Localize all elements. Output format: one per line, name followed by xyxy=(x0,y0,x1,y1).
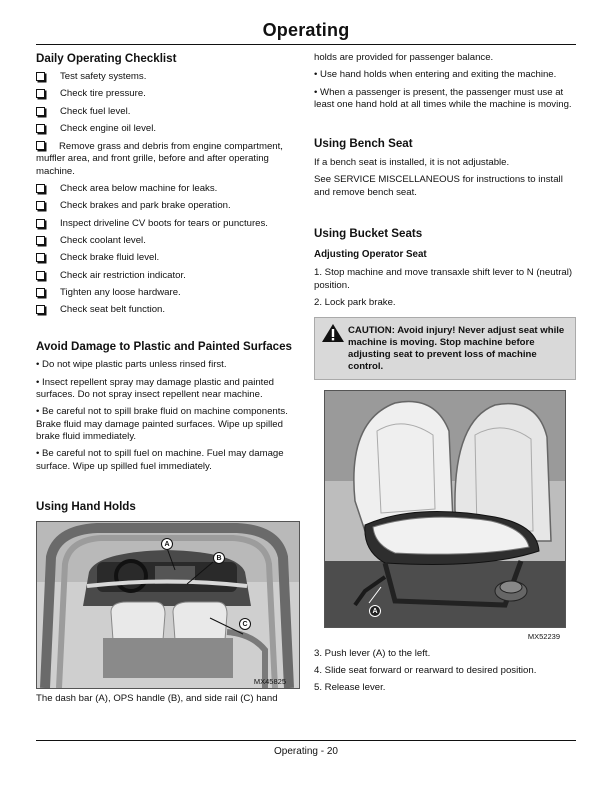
checklist-item: Check area below machine for leaks. xyxy=(36,183,298,195)
checklist-item: Check coolant level. xyxy=(36,235,298,247)
checklist-item: Check brake fluid level. xyxy=(36,252,298,264)
page-footer: Operating - 20 xyxy=(274,746,338,757)
checklist-item: Check air restriction indicator. xyxy=(36,270,298,282)
checkbox-icon[interactable] xyxy=(36,72,45,81)
list-item: • Be careful not to spill fuel on machine. Fuel may damage surface. Wipe up spilled fuel immediately. xyxy=(36,448,284,472)
checklist-item: Test safety systems. xyxy=(36,71,298,83)
list-item: • Insect repellent spray may damage plastic and painted surfaces. Do not spray insect repellent near machine. xyxy=(36,376,275,401)
checklist-item: Check brakes and park brake operation. xyxy=(36,200,298,212)
hand-holds-figure xyxy=(36,521,300,689)
right-column xyxy=(314,52,576,694)
checkbox-icon[interactable] xyxy=(36,305,45,314)
checkbox-icon[interactable] xyxy=(36,219,45,228)
checkbox-icon[interactable] xyxy=(36,236,45,245)
figure-code: MX45825 xyxy=(253,676,286,686)
plastic-heading: Avoid Damage to Plastic and Painted Surfaces xyxy=(36,340,292,354)
callout-a: A xyxy=(369,605,381,617)
list-item: • When a passenger is present, the passenger must use at least one hand hold at all times while the machine is moving. xyxy=(314,86,572,110)
checkbox-icon[interactable] xyxy=(36,107,45,116)
checkbox-icon[interactable] xyxy=(36,184,45,193)
checklist-item: Check seat belt function. xyxy=(36,304,298,316)
checklist-item: Check fuel level. xyxy=(36,106,298,118)
checkbox-icon[interactable] xyxy=(36,253,45,262)
caution-text: CAUTION: Avoid injury! Never adjust seat while machine is moving. Stop machine before adjusting seat to prevent loss of machine control. xyxy=(348,325,565,373)
hand-holds-continued: holds are provided for passenger balance. xyxy=(314,52,494,63)
bench-seat-text: If a bench seat is installed, it is not adjustable. xyxy=(314,157,510,169)
left-column xyxy=(36,52,298,705)
page-title: Operating xyxy=(262,20,350,40)
checkbox-icon[interactable] xyxy=(36,288,45,297)
adjusting-seat-subheading: Adjusting Operator Seat xyxy=(314,249,427,261)
caution-box xyxy=(314,317,576,380)
bucket-seat-figure xyxy=(324,390,566,628)
callout-a: A xyxy=(161,538,173,550)
callout-b: B xyxy=(213,552,225,564)
list-item: • Use hand holds when entering and exiting the machine. xyxy=(314,69,557,81)
checklist-item: Tighten any loose hardware. xyxy=(36,287,298,299)
step: 3. Push lever (A) to the left. xyxy=(314,647,431,659)
checklist xyxy=(36,71,298,316)
step: 5. Release lever. xyxy=(314,682,386,694)
bench-seat-text: See SERVICE MISCELLANEOUS for instructions to install and remove bench seat. xyxy=(314,174,563,198)
list-item: • Be careful not to spill brake fluid on machine components. Brake fluid may damage painted surfaces. Wipe up spilled brake fluid immediately. xyxy=(36,406,288,442)
checkbox-icon[interactable] xyxy=(36,124,45,133)
bucket-seat-illustration xyxy=(325,391,565,627)
checkbox-icon[interactable] xyxy=(36,141,45,150)
footer-rule xyxy=(36,740,576,741)
checklist-heading: Daily Operating Checklist xyxy=(36,52,177,65)
figure-code: MX52239 xyxy=(527,632,560,642)
checkbox-icon[interactable] xyxy=(36,201,45,210)
list-item: • Do not wipe plastic parts unless rinsed first. xyxy=(36,359,227,371)
callout-c: C xyxy=(239,618,251,630)
checkbox-icon[interactable] xyxy=(36,89,45,98)
hand-holds-caption: The dash bar (A), OPS handle (B), and side rail (C) hand xyxy=(36,693,278,705)
checklist-item: Check tire pressure. xyxy=(36,88,298,100)
hand-holds-heading: Using Hand Holds xyxy=(36,499,136,513)
warning-icon xyxy=(321,323,345,343)
checklist-item: Check engine oil level. xyxy=(36,123,298,135)
bucket-seats-heading: Using Bucket Seats xyxy=(314,227,423,241)
step: 2. Lock park brake. xyxy=(314,296,396,308)
header-rule xyxy=(36,44,576,45)
checkbox-icon[interactable] xyxy=(36,271,45,280)
bench-seat-heading: Using Bench Seat xyxy=(314,137,413,151)
checklist-item: Inspect driveline CV boots for tears or punctures. xyxy=(36,218,298,230)
checklist-item: Remove grass and debris from engine compartment, muffler area, and front grille, before and after operating machine. xyxy=(36,141,283,177)
step: 4. Slide seat forward or rearward to desired position. xyxy=(314,664,537,676)
step: 1. Stop machine and move transaxle shift lever to N (neutral) position. xyxy=(314,267,573,291)
plastic-bullets xyxy=(36,359,298,472)
